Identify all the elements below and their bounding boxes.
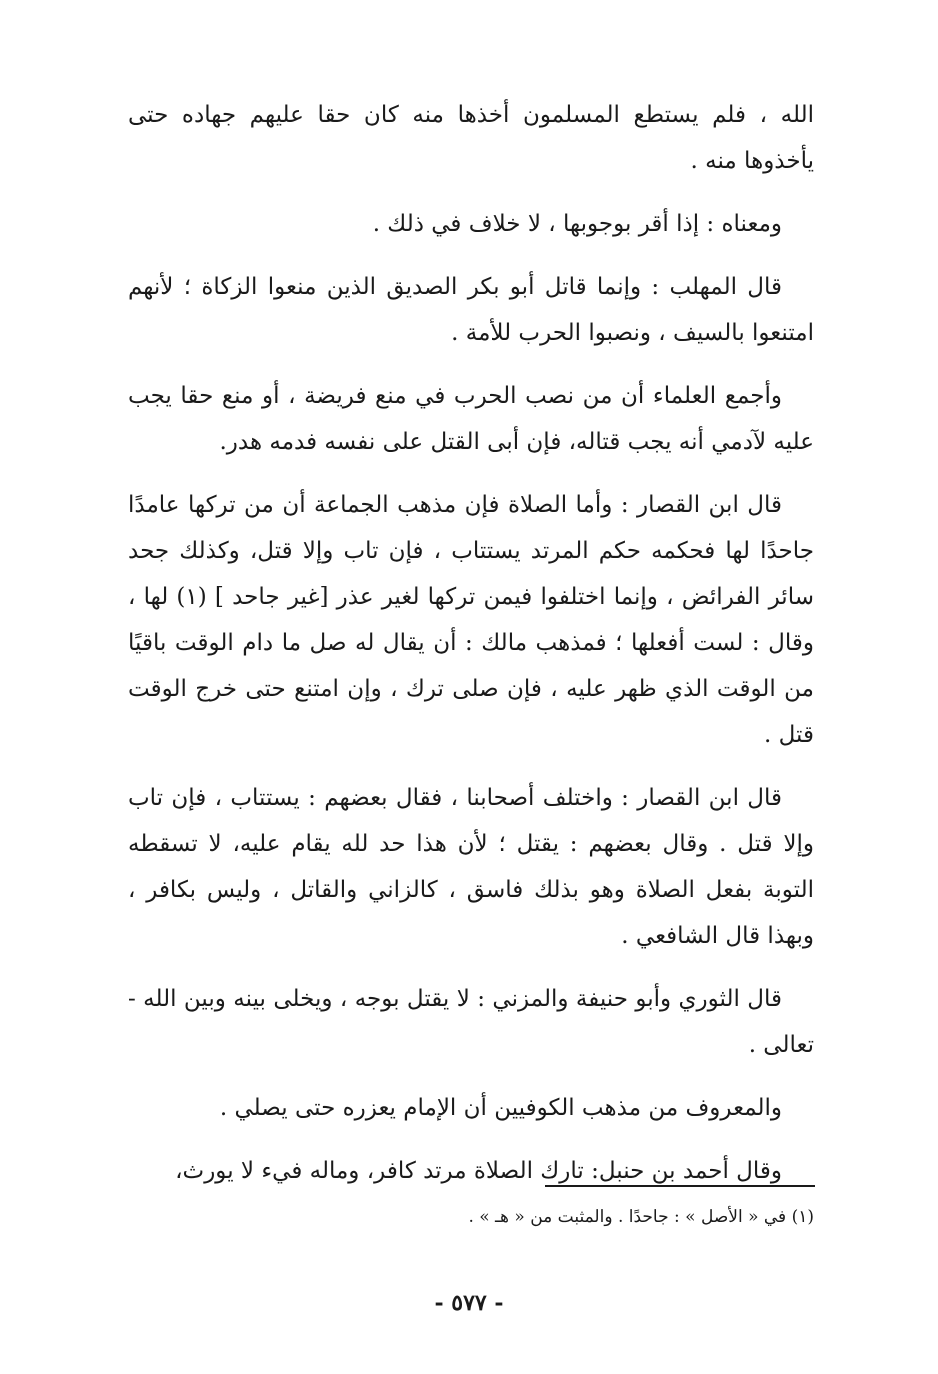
paragraph-9: وقال أحمد بن حنبل: تارك الصلاة مرتد كافر، وماله فيء لا يورث، bbox=[175, 1158, 782, 1184]
main-text bbox=[128, 92, 814, 1211]
footnote-divider bbox=[545, 1185, 815, 1187]
footnote: (١) في « الأصل » : جاحدًا . والمثبت من « هـ » . bbox=[468, 1207, 814, 1227]
paragraph-1: الله ، فلم يستطع المسلمون أخذها منه كان حقا عليهم جهاده حتى يأخذوها منه . bbox=[128, 102, 814, 174]
paragraph-2: ومعناه : إذا أقر بوجوبها ، لا خلاف في ذلك . bbox=[372, 211, 782, 237]
paragraph-8: والمعروف من مذهب الكوفيين أن الإمام يعزره حتى يصلي . bbox=[219, 1095, 782, 1121]
paragraph-6: قال ابن القصار : واختلف أصحابنا ، فقال بعضهم : يستتاب ، فإن تاب وإلا قتل . وقال بعضهم : يقتل ؛ لأن هذا حد لله يقام عليه، لا تسقطه التوبة بفعل الصلاة وهو بذلك فاسق ، كالزاني والقاتل ، وليس بكافر ، وبهذا قال الشافعي . bbox=[128, 785, 814, 949]
paragraph-7: قال الثوري وأبو حنيفة والمزني : لا يقتل بوجه ، ويخلى بينه وبين الله - تعالى . bbox=[128, 986, 814, 1058]
page-number: - ٥٧٧ - bbox=[434, 1290, 504, 1316]
paragraph-4: وأجمع العلماء أن من نصب الحرب في منع فريضة ، أو منع حقا يجب عليه لآدمي أنه يجب قتاله، فإن أبى القتل على نفسه فدمه هدر. bbox=[128, 383, 814, 455]
paragraph-3: قال المهلب : وإنما قاتل أبو بكر الصديق الذين منعوا الزكاة ؛ لأنهم امتنعوا بالسيف ، ونصبوا الحرب للأمة . bbox=[128, 274, 814, 346]
paragraph-5: قال ابن القصار : وأما الصلاة فإن مذهب الجماعة أن من تركها عامدًا جاحدًا لها فحكمه حكم المرتد يستتاب ، فإن تاب وإلا قتل، وكذلك جحد سائر الفرائض ، وإنما اختلفوا فيمن تركها لغير عذر [غير جاحد ] (١) لها ، وقال : لست أفعلها ؛ فمذهب مالك : أن يقال له صل ما دام الوقت باقيًا من الوقت الذي ظهر عليه ، فإن صلى ترك ، وإن امتنع حتى خرج الوقت قتل . bbox=[128, 492, 814, 748]
